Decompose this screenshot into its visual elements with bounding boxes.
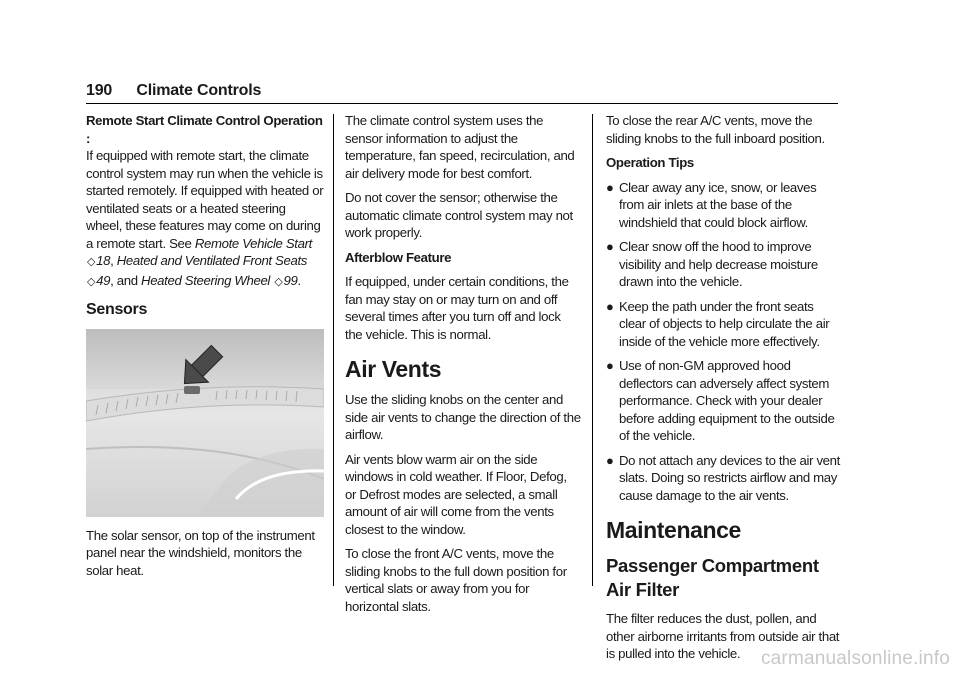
header-rule (86, 103, 838, 104)
afterblow-paragraph: If equipped, under certain conditions, the fan may stay on or may turn on and off several times after you turn off and lock the vehicle. This is normal. (345, 274, 569, 342)
page-reference-icon: ◇ (274, 275, 283, 288)
sensor-caption: The solar sensor, on top of the instrument panel near the windshield, monitors the solar heat. (86, 527, 315, 578)
list-item: ● Keep the path under the front seats clear of objects to help circulate the air inside of the vehicle more effectively. (606, 298, 830, 349)
bullet-icon: ● (606, 358, 614, 373)
remote-start-text: If equipped with remote start, the climate control system may run when the vehicle is started remotely. If equipped with heated or ventilated seats or a heated steering wheel, these features may come on during a remote start. See (86, 148, 324, 251)
bullet-icon: ● (606, 452, 614, 468)
sensors-heading: Sensors (86, 301, 148, 318)
column-2 (345, 112, 581, 622)
page-header (86, 82, 261, 100)
xref-heated-ventilated-seats[interactable]: Heated and Ventilated Front Seats ◇49 (87, 253, 308, 288)
section-title: Climate Controls (136, 82, 262, 99)
column-1: Remote Start Climate Control Operation : If equipped with remote start, the climate control system may run when the vehicle is started remotely. If equipped with heated or ventilated seats or a heated steering wheel, these features may come on during a remote start. See Remote Vehicle Start ◇18, Heated and Ventilated Front Seats ◇49, and Heated Steering Wheel ◇99. Sensors The solar sensor, on top of the instrument panel near the windshield, monitors the solar heat. (86, 113, 324, 578)
page-number: 190 (86, 82, 113, 99)
list-item: ● Do not attach any devices to the air vent slats. Doing so restricts airflow and may cause damage to the air vents. (606, 452, 840, 503)
list-item: ● Clear away any ice, snow, or leaves from air inlets at the base of the windshield that could block airflow. (606, 179, 817, 230)
xref-remote-vehicle-start[interactable]: Remote Vehicle Start ◇18 (87, 235, 312, 268)
page-reference-icon: ◇ (87, 256, 96, 268)
sensor-cover-paragraph: Do not cover the sensor; otherwise the automatic climate control system may not work properly. (345, 190, 573, 240)
page-reference-icon: ◇ (87, 275, 96, 288)
operation-tips-heading: Operation Tips (606, 155, 694, 170)
maintenance-heading: Maintenance (606, 517, 741, 543)
bullet-icon: ● (606, 239, 614, 254)
watermark: carmanualsonline.info (760, 648, 950, 669)
air-vents-paragraph-2: Air vents blow warm air on the side windows in cold weather. If Floor, Defog, or Defrost modes are selected, a small amount of air will come from the vents closest to the window. (345, 451, 567, 537)
column-3 (606, 112, 842, 670)
operation-tips-list (606, 179, 842, 505)
air-vents-heading: Air Vents (345, 356, 442, 382)
and-text: and (116, 272, 138, 288)
column-divider-2 (592, 114, 593, 586)
rear-vents-paragraph: To close the rear A/C vents, move the sliding knobs to the full inboard position. (606, 113, 825, 146)
air-vents-paragraph-3: To close the front A/C vents, move the sliding knobs to the full down position for vertical slats or away from you for horizontal slats. (345, 546, 567, 614)
list-item: ● Use of non-GM approved hood deflectors can adversely affect system performance. Check with your dealer before adding equipment to the outside of the vehicle. (606, 358, 835, 443)
bullet-icon: ● (606, 179, 614, 195)
list-item: ● Clear snow off the hood to improve visibility and help decrease moisture drawn into the vehicle. (606, 239, 818, 289)
solar-sensor-photo (86, 329, 324, 517)
bullet-icon: ● (606, 298, 614, 314)
air-filter-paragraph: The filter reduces the dust, pollen, and other airborne irritants from outside air that is pulled into the vehicle. (606, 611, 840, 661)
remote-start-heading: Remote Start Climate Control Operation : (86, 113, 323, 146)
xref-heated-steering-wheel[interactable]: Heated Steering Wheel ◇99 (141, 272, 298, 288)
air-vents-paragraph-1: Use the sliding knobs on the center and side air vents to change the direction of the airflow. (345, 392, 581, 442)
air-filter-heading: Passenger Compartment Air Filter (606, 555, 819, 600)
sensor-info-paragraph: The climate control system uses the sensor information to adjust the temperature, fan speed, recirculation, and air delivery mode for best comfort. (345, 113, 575, 181)
column-divider-1 (333, 114, 334, 586)
afterblow-heading: Afterblow Feature (345, 249, 452, 265)
